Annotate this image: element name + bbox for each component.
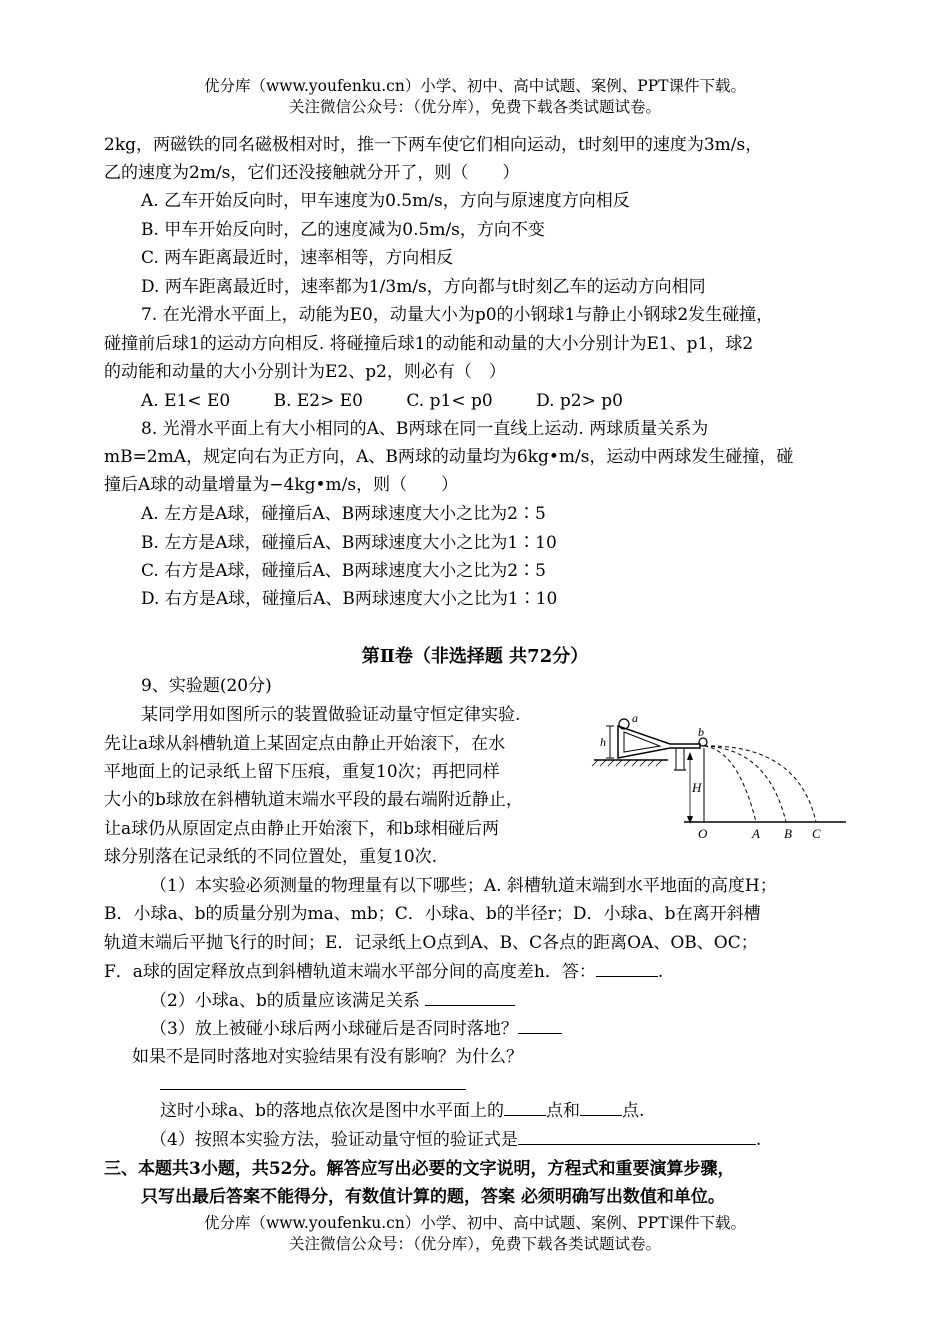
ball-b (699, 738, 707, 746)
q7-option-b: B. E2> E0 (273, 391, 363, 411)
answer-line-reason[interactable] (160, 1089, 466, 1090)
answer-blank-1[interactable] (596, 958, 658, 977)
q7-line-3: 的动能和动量的大小分别计为E2、p2，则必有（ ） (104, 362, 506, 382)
q6-option-a: A. 乙车开始反向时，甲车速度为0.5m/s，方向与原速度方向相反 (141, 191, 630, 211)
q9-s3c-text-a: 这时小球a、b的落地点依次是图中水平面上的 (160, 1101, 505, 1121)
answer-blank-2[interactable] (425, 987, 515, 1006)
answer-blank-4[interactable] (504, 1097, 546, 1116)
q9-s1-line-3: 轨道末端后平抛飞行的时间；E．记录纸上O点到A、B、C各点的距离OA、OB、OC； (104, 933, 758, 953)
q9-para-line-1: 某同学用如图所示的装置做验证动量守恒定律实验. (141, 705, 521, 725)
q9-s1-line-2: B．小球a、b的质量分别为ma、mb；C．小球a、b的半径r；D．小球a、b在离开斜槽 (104, 904, 761, 924)
q8-option-a: A. 左方是A球，碰撞后A、B两球速度大小之比为2∶5 (141, 504, 546, 524)
label-h: h (600, 735, 606, 749)
q9-heading: 9、实验题(20分) (141, 676, 272, 696)
q9-s3-line-3 (160, 1097, 644, 1124)
q9-para-line-4: 大小的b球放在斜槽轨道末端水平段的最右端附近静止， (104, 790, 523, 810)
q8-line-1: 8. 光滑水平面上有大小相同的A、B两球在同一直线上运动. 两球质量关系为 (141, 419, 709, 439)
label-b: b (698, 725, 704, 739)
q6-option-c: C. 两车距离最近时，速率相等，方向相反 (141, 248, 454, 268)
q9-s1-end: . (657, 962, 664, 982)
label-C: C (812, 826, 821, 841)
q6-line-1: 2kg，两磁铁的同名磁极相对时，推一下两车使它们相向运动，t时刻甲的速度为3m/s， (104, 135, 763, 155)
q9-s1-line-4 (104, 958, 663, 985)
answer-blank-5[interactable] (580, 1097, 622, 1116)
q9-para-line-6: 球分别落在记录纸的不同位置处，重复10次. (104, 847, 438, 867)
footer-line-1: 优分库（www.youfenku.cn）小学、初中、高中试题、案例、PPT课件下载。 (203, 1214, 747, 1232)
q7-line-2: 碰撞前后球1的运动方向相反. 将碰撞后球1的动能和动量的大小分别计为E1、p1，球2 (104, 334, 754, 354)
q9-para-line-5: 让a球仍从原固定点由静止开始滚下，和b球相碰后两 (104, 819, 500, 839)
q6-option-d: D. 两车距离最近时，速率都为1/3m/s，方向都与t时刻乙车的运动方向相同 (141, 277, 706, 297)
q8-option-c: C. 右方是A球，碰撞后A、B两球速度大小之比为2∶5 (141, 561, 546, 581)
q9-s4-text: （4）按照本实验方法，验证动量守恒的验证式是 (150, 1130, 518, 1150)
answer-blank-6[interactable] (518, 1126, 756, 1145)
label-H: H (692, 780, 702, 795)
q7-option-d: D. p2> p0 (536, 391, 623, 411)
q8-line-2: mB=2mA，规定向右为正方向，A、B两球的动量均为6kg•m/s，运动中两球发生碰撞，碰 (104, 447, 794, 467)
q7-option-a: A. E1< E0 (141, 391, 231, 411)
header-line-1: 优分库（www.youfenku.cn）小学、初中、高中试题、案例、PPT课件下载。 (203, 77, 747, 95)
q6-line-2: 乙的速度为2m/s，它们还没接触就分开了，则（ ） (104, 163, 520, 183)
q9-s4-line (150, 1126, 761, 1153)
footer-line-2: 关注微信公众号：（优分库），免费下载各类试题试卷。 (288, 1235, 661, 1253)
label-B: B (784, 826, 792, 841)
section-2-title: 第Ⅱ卷（非选择题 共72分） (361, 646, 589, 667)
q9-s1-line-1: （1）本实验必须测量的物理量有以下哪些；A. 斜槽轨道末端到水平地面的高度H； (150, 876, 777, 896)
q9-s3-line (150, 1015, 562, 1042)
apparatus-figure (588, 706, 850, 842)
section-3-line-1: 三、本题共3小题，共52分。解答应写出必要的文字说明，方程式和重要演算步骤， (104, 1159, 735, 1179)
header-line-2: 关注微信公众号：（优分库），免费下载各类试题试卷。 (288, 98, 661, 116)
answer-blank-3[interactable] (518, 1015, 562, 1034)
section-3-line-2: 只写出最后答案不能得分，有数值计算的题，答案 必须明确写出数值和单位。 (141, 1187, 725, 1207)
q6-option-b: B. 甲车开始反向时，乙的速度减为0.5m/s，方向不变 (141, 220, 545, 240)
q9-s2-line (150, 987, 515, 1014)
q8-option-d: D. 右方是A球，碰撞后A、B两球速度大小之比为1∶10 (141, 589, 558, 609)
q9-s2-text: （2）小球a、b的质量应该满足关系 (150, 991, 420, 1011)
q7-options-row (141, 388, 661, 414)
q7-line-1: 7. 在光滑水平面上，动能为E0，动量大小为p0的小钢球1与静止小钢球2发生碰撞， (141, 305, 774, 325)
q9-s4-end: . (755, 1130, 762, 1150)
q8-option-b: B. 左方是A球，碰撞后A、B两球速度大小之比为1∶10 (141, 533, 557, 553)
q9-s3c-text-c: 点. (622, 1101, 645, 1121)
q7-option-c: C. p1< p0 (406, 391, 493, 411)
q9-para-line-3: 平地面上的记录纸上留下压痕，重复10次；再把同样 (104, 762, 500, 782)
label-a: a (632, 711, 638, 725)
q9-s3-text: （3）放上被碰小球后两小球碰后是否同时落地？ (150, 1019, 518, 1039)
q9-s1-line-4-text: F．a球的固定释放点到斜槽轨道末端水平部分间的高度差h．答： (104, 962, 596, 982)
q9-para-line-2: 先让a球从斜槽轨道上某固定点由静止开始滚下，在水 (104, 734, 506, 754)
q9-s3-line-2: 如果不是同时落地对实验结果有没有影响？为什么？ (132, 1047, 523, 1067)
label-A: A (752, 826, 760, 841)
q9-s3c-text-b: 点和 (546, 1101, 581, 1121)
q8-line-3: 撞后A球的动量增量为−4kg•m/s，则（ ） (104, 475, 459, 495)
label-O: O (698, 826, 708, 841)
